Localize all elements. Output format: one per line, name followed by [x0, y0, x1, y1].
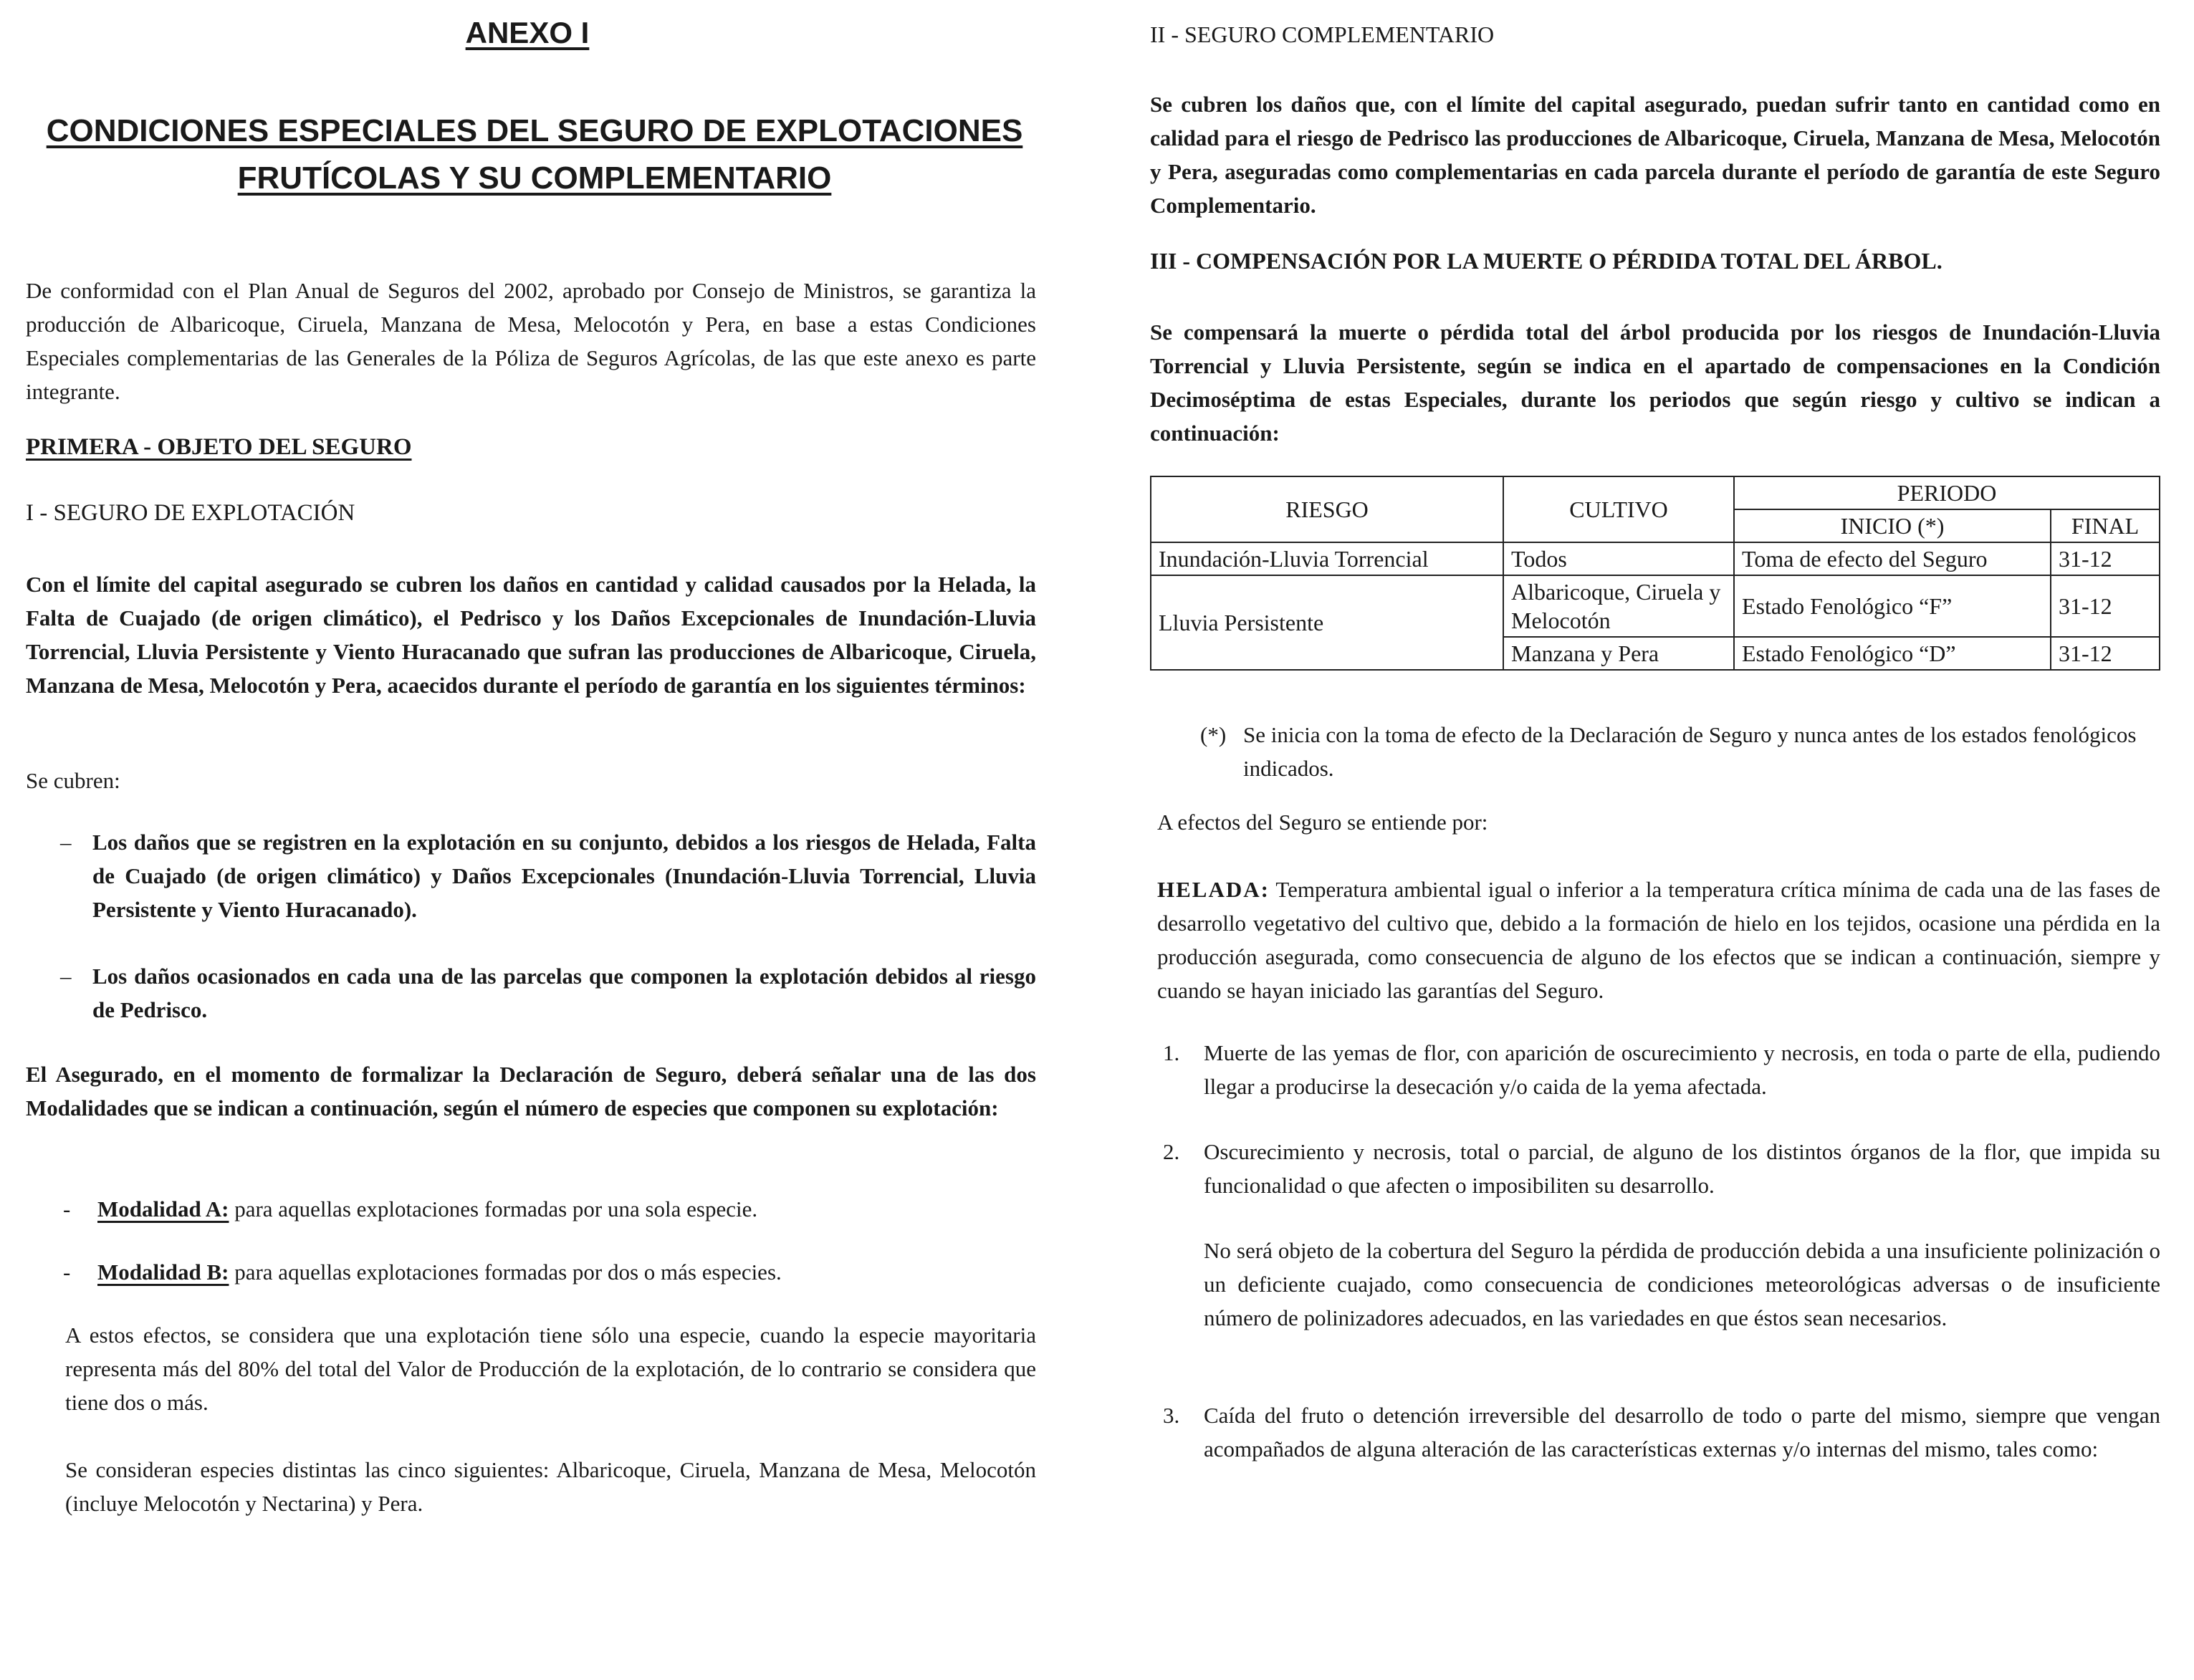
table-footnote	[1200, 718, 2160, 785]
footnote-text: Se inicia con la toma de efecto de la Declaración de Seguro y nunca antes de los estados fenológicos indicados.	[1243, 722, 2137, 781]
cell-cultivo: Albaricoque, Ciruela y Melocotón	[1503, 575, 1734, 637]
intro-paragraph: De conformidad con el Plan Anual de Seguros del 2002, aprobado por Consejo de Ministros, se garantiza la producción de Albaricoque, Ciruela, Manzana de Mesa, Melocotón y Pera, en base a estas Condiciones Especiales complementarias de las Generales de la Póliza de Seguros Agrícolas, de las que este anexo es parte integrante.	[26, 278, 1036, 404]
section-2-paragraph: Se cubren los daños que, con el límite del capital asegurado, puedan sufrir tanto en cantidad como en calidad para el riesgo de Pedrisco las producciones de Albaricoque, Ciruela, Manzana de Mesa, Melocotón y Pera, aseguradas como complementarias en cada parcela durante el período de garantía de este Seguro Complementario.	[1150, 92, 2160, 218]
modalidad-b	[26, 1255, 782, 1289]
asegurado-paragraph: El Asegurado, en el momento de formalizar la Declaración de Seguro, deberá señalar una de las dos Modalidades que se indican a continuación, según el número de especies que componen su explotación:	[26, 1062, 1036, 1120]
no-sera-paragraph: No será objeto de la cobertura del Seguro la pérdida de producción debida a una insuficiente polinización o un deficiente cuajado, como consecuencia de condiciones meteorológicas adversas o de insuficiente número de polinizadores adecuados, en las variedades en que éstos sean necesarios.	[1204, 1238, 2160, 1330]
item-text: Caída del fruto o detención irreversible del desarrollo de todo o parte del mismo, siempre que vengan acompañados de alguna alteración de las características externas y/o internas del mismo, tales como:	[1204, 1403, 2160, 1461]
efectos-line: A efectos del Seguro se entiende por:	[1157, 810, 1488, 835]
helada-paragraph	[1157, 873, 2160, 1007]
dash-marker: –	[60, 964, 72, 989]
list-item	[1150, 1036, 2160, 1103]
item-text: Oscurecimiento y necrosis, total o parcial, de alguno de los distintos órganos de la flor, que impida su funcionalidad o que afecten o imposibiliten su desarrollo.	[1204, 1139, 2160, 1198]
cell-riesgo: Inundación-Lluvia Torrencial	[1151, 542, 1503, 575]
list-item: – Los daños ocasionados en cada una de las parcelas que componen la explotación debidos al riesgo de Pedrisco.	[26, 959, 1036, 1027]
modalidad-b-text: para aquellas explotaciones formadas por dos o más especies.	[229, 1259, 782, 1285]
modalidad-a-label: Modalidad A:	[97, 1196, 229, 1221]
item-number: 2.	[1163, 1139, 1180, 1164]
item-number: 1.	[1163, 1040, 1180, 1065]
dash-marker: -	[63, 1196, 71, 1221]
coverage-list	[26, 825, 1036, 1060]
cell-inicio: Estado Fenológico “F”	[1734, 575, 2051, 637]
modalidad-a-text: para aquellas explotaciones formadas por una sola especie.	[229, 1196, 758, 1221]
section-3-heading: III - COMPENSACIÓN POR LA MUERTE O PÉRDIDA TOTAL DEL ÁRBOL.	[1150, 248, 1942, 274]
footnote-mark: (*)	[1200, 722, 1227, 747]
helada-label: HELADA:	[1157, 877, 1270, 902]
efectos-paragraph: A estos efectos, se considera que una explotación tiene sólo una especie, cuando la especie mayoritaria representa más del 80% del total del Valor de Producción de la explotación, de lo contrario se considera que tiene dos o más.	[65, 1323, 1036, 1415]
main-title-line-1: CONDICIONES ESPECIALES DEL SEGURO DE EXPLOTACIONES	[46, 113, 1023, 148]
table-row	[1151, 575, 2160, 637]
main-title-line-2: FRUTÍCOLAS Y SU COMPLEMENTARIO	[237, 160, 832, 196]
effects-list-2	[1150, 1135, 2160, 1202]
table-row	[1151, 542, 2160, 575]
list-item	[1150, 1398, 2160, 1466]
dash-marker: –	[60, 830, 72, 855]
cell-cultivo: Manzana y Pera	[1503, 637, 1734, 670]
header-inicio: INICIO (*)	[1734, 509, 2051, 542]
cell-riesgo: Lluvia Persistente	[1151, 575, 1503, 670]
especies-paragraph: Se consideran especies distintas las cinco siguientes: Albaricoque, Ciruela, Manzana de Mesa, Melocotón (incluye Melocotón y Nectarina) y Pera.	[65, 1457, 1036, 1516]
cell-final: 31-12	[2051, 637, 2160, 670]
cell-cultivo: Todos	[1503, 542, 1734, 575]
main-title	[26, 107, 1043, 202]
item-number: 3.	[1163, 1403, 1180, 1428]
effects-list-3	[1150, 1398, 2160, 1466]
table-header-row	[1151, 476, 2160, 509]
section-3-paragraph: Se compensará la muerte o pérdida total del árbol producida por los riesgos de Inundación-Lluvia Torrencial y Lluvia Persistente, según se indica en el apartado de compensaciones en la Condición Decimoséptima de estas Especiales, durante los periodos que según riesgo y cultivo se indican a continuación:	[1150, 320, 2160, 446]
cell-inicio: Toma de efecto del Seguro	[1734, 542, 2051, 575]
helada-text: Temperatura ambiental igual o inferior a la temperatura crítica mínima de cada una de las fases de desarrollo vegetativo del cultivo que, debido a la formación de hielo en los tejidos, ocasione una pérdida en la producción asegurada, como consecuencia de alguno de los efectos que se indican a continuación, siempre y cuando se hayan iniciado las garantías del Seguro.	[1157, 877, 2160, 1003]
periods-table	[1150, 476, 2160, 671]
modalidad-b-label: Modalidad B:	[97, 1259, 229, 1285]
se-cubren-label: Se cubren:	[26, 768, 120, 793]
effects-list	[1150, 1036, 2160, 1103]
cell-final: 31-12	[2051, 575, 2160, 637]
cell-final: 31-12	[2051, 542, 2160, 575]
dash-marker: -	[63, 1259, 71, 1285]
modalidad-a	[26, 1192, 757, 1226]
section-1-heading: I - SEGURO DE EXPLOTACIÓN	[26, 500, 355, 526]
primera-heading: PRIMERA - OBJETO DEL SEGURO	[26, 434, 412, 460]
header-cultivo: CULTIVO	[1503, 476, 1734, 542]
item-text: Muerte de las yemas de flor, con aparición de oscurecimiento y necrosis, en toda o parte de ella, pudiendo llegar a producirse la desecación y/o caida de la yema afectada.	[1204, 1040, 2160, 1099]
cell-inicio: Estado Fenológico “D”	[1734, 637, 2051, 670]
list-item	[1150, 1135, 2160, 1202]
list-item: – Los daños que se registren en la explotación en su conjunto, debidos a los riesgos de Helada, Falta de Cuajado (de origen climático) y Daños Excepcionales (Inundación-Lluvia Torrencial, Lluvia Persistente y Viento Huracanado).	[26, 825, 1036, 926]
section-2-heading: II - SEGURO COMPLEMENTARIO	[1150, 21, 1495, 47]
annex-title: ANEXO I	[465, 16, 590, 49]
header-riesgo: RIESGO	[1151, 476, 1503, 542]
section-1-paragraph: Con el límite del capital asegurado se cubren los daños en cantidad y calidad causados por la Helada, la Falta de Cuajado (de origen climático), el Pedrisco y los Daños Excepcionales de Inundación-Lluvia Torrencial, Lluvia Persistente y Viento Huracanado que sufran las producciones de Albaricoque, Ciruela, Manzana de Mesa, Melocotón y Pera, acaecidos durante el período de garantía en los siguientes términos:	[26, 572, 1036, 698]
header-periodo: PERIODO	[1734, 476, 2160, 509]
header-final: FINAL	[2051, 509, 2160, 542]
